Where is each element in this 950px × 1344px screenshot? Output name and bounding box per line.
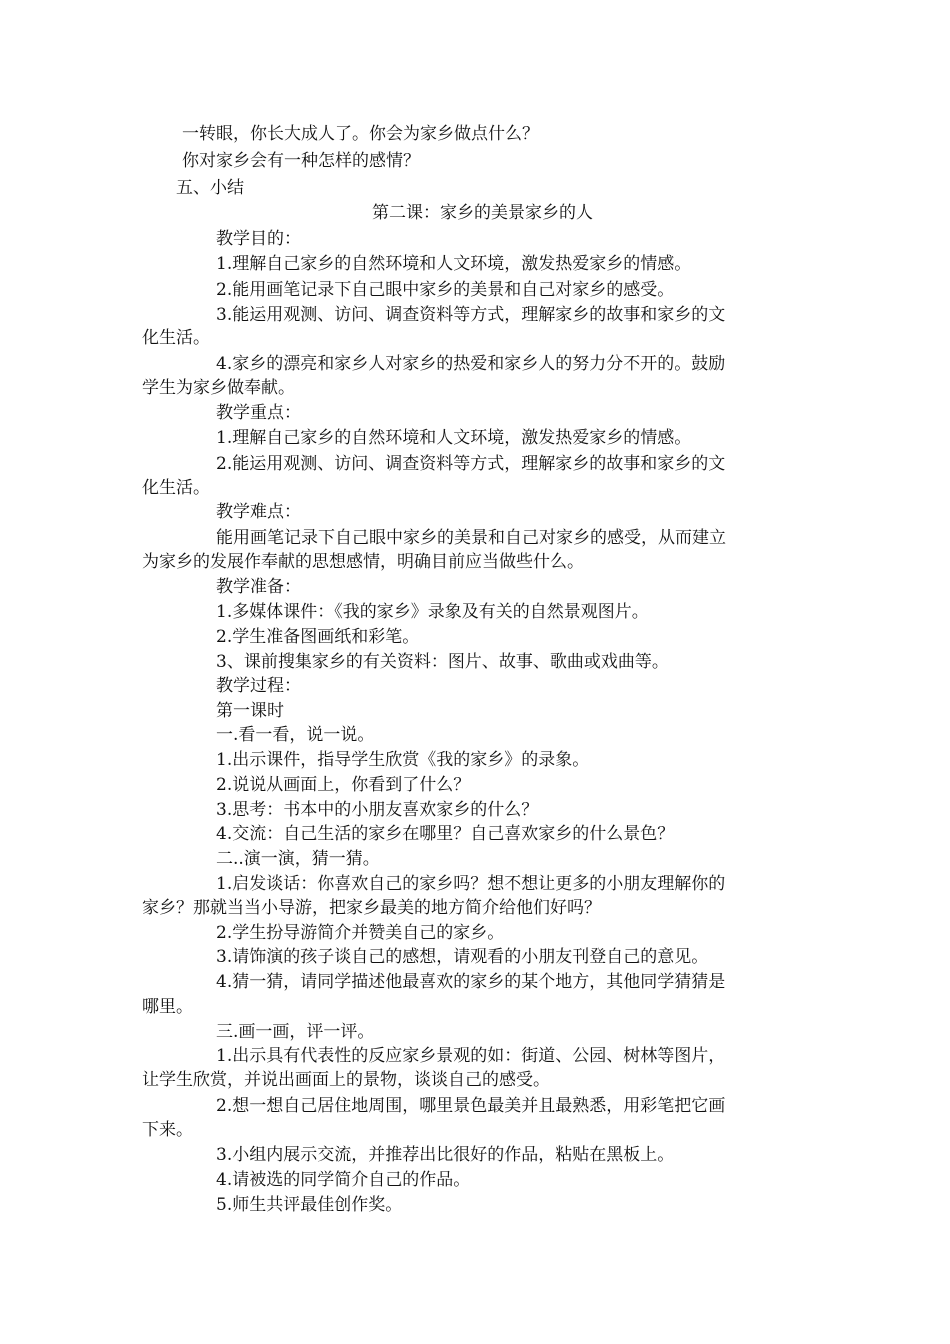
paragraph-line: 4.交流：自己生活的家乡在哪里？自己喜欢家乡的什么景色？ xyxy=(216,824,675,844)
paragraph-line: 2.学生扮导游简介并赞美自己的家乡。 xyxy=(216,923,505,943)
paragraph-line: 2.说说从画面上，你看到了什么？ xyxy=(216,775,471,795)
paragraph-line: 1.理解自己家乡的自然环境和人文环境，激发热爱家乡的情感。 xyxy=(216,428,692,448)
paragraph-line: 化生活。 xyxy=(142,478,210,498)
paragraph-line: 4.猜一猜，请同学描述他最喜欢的家乡的某个地方，其他同学猜猜是 xyxy=(216,972,726,992)
paragraph-line: 3.小组内展示交流，并推荐出比很好的作品，粘贴在黑板上。 xyxy=(216,1145,675,1165)
paragraph-line: 化生活。 xyxy=(142,328,210,348)
paragraph-line: 学生为家乡做奉献。 xyxy=(142,378,295,398)
paragraph-line: 1.启发谈话：你喜欢自己的家乡吗？想不想让更多的小朋友理解你的 xyxy=(216,874,726,894)
section-heading: 教学目的： xyxy=(216,229,301,249)
paragraph-line: 2.能运用观测、访问、调查资料等方式，理解家乡的故事和家乡的文 xyxy=(216,454,726,474)
paragraph-line: 下来。 xyxy=(142,1120,193,1140)
paragraph-line: 3、课前搜集家乡的有关资料：图片、故事、歌曲或戏曲等。 xyxy=(216,652,669,672)
paragraph-line: 让学生欣赏，并说出画面上的景物，谈谈自己的感受。 xyxy=(142,1070,550,1090)
section-heading: 三.画一画，评一评。 xyxy=(216,1022,375,1042)
paragraph-line: 家乡？那就当当小导游，把家乡最美的地方简介给他们好吗？ xyxy=(142,898,601,918)
section-heading: 第一课时 xyxy=(216,701,284,721)
paragraph-line: 1.理解自己家乡的自然环境和人文环境，激发热爱家乡的情感。 xyxy=(216,254,692,274)
paragraph-line: 你对家乡会有一种怎样的感情？ xyxy=(182,151,420,171)
section-heading: 教学准备： xyxy=(216,577,301,597)
paragraph-line: 3.请饰演的孩子谈自己的感想，请观看的小朋友刊登自己的意见。 xyxy=(216,947,709,967)
paragraph-line: 哪里。 xyxy=(142,997,193,1017)
section-heading: 教学重点： xyxy=(216,403,301,423)
section-heading: 五、小结 xyxy=(176,178,244,198)
section-heading: 二..演一演，猜一猜。 xyxy=(216,849,380,869)
paragraph-line: 为家乡的发展作奉献的思想感情，明确目前应当做些什么。 xyxy=(142,552,584,572)
paragraph-line: 一转眼，你长大成人了。你会为家乡做点什么？ xyxy=(182,124,539,144)
paragraph-line: 3.思考：书本中的小朋友喜欢家乡的什么？ xyxy=(216,800,539,820)
paragraph-line: 4.家乡的漂亮和家乡人对家乡的热爱和家乡人的努力分不开的。鼓励 xyxy=(216,354,726,374)
lesson-title: 第二课：家乡的美景家乡的人 xyxy=(372,203,593,223)
paragraph-line: 2.能用画笔记录下自己眼中家乡的美景和自己对家乡的感受。 xyxy=(216,280,675,300)
paragraph-line: 5.师生共评最佳创作奖。 xyxy=(216,1195,403,1215)
section-heading: 一.看一看，说一说。 xyxy=(216,725,375,745)
paragraph-line: 3.能运用观测、访问、调查资料等方式，理解家乡的故事和家乡的文 xyxy=(216,305,726,325)
section-heading: 教学过程： xyxy=(216,676,301,696)
paragraph-line: 1.多媒体课件：《我的家乡》录象及有关的自然景观图片。 xyxy=(216,602,649,622)
section-heading: 教学难点： xyxy=(216,502,301,522)
paragraph-line: 4.请被选的同学简介自己的作品。 xyxy=(216,1170,471,1190)
paragraph-line: 能用画笔记录下自己眼中家乡的美景和自己对家乡的感受，从而建立 xyxy=(216,528,726,548)
paragraph-line: 1.出示课件，指导学生欣赏《我的家乡》的录象。 xyxy=(216,750,590,770)
paragraph-line: 2.学生准备图画纸和彩笔。 xyxy=(216,627,420,647)
paragraph-line: 1.出示具有代表性的反应家乡景观的如：街道、公园、树林等图片， xyxy=(216,1046,726,1066)
paragraph-line: 2.想一想自己居住地周围，哪里景色最美并且最熟悉，用彩笔把它画 xyxy=(216,1096,726,1116)
